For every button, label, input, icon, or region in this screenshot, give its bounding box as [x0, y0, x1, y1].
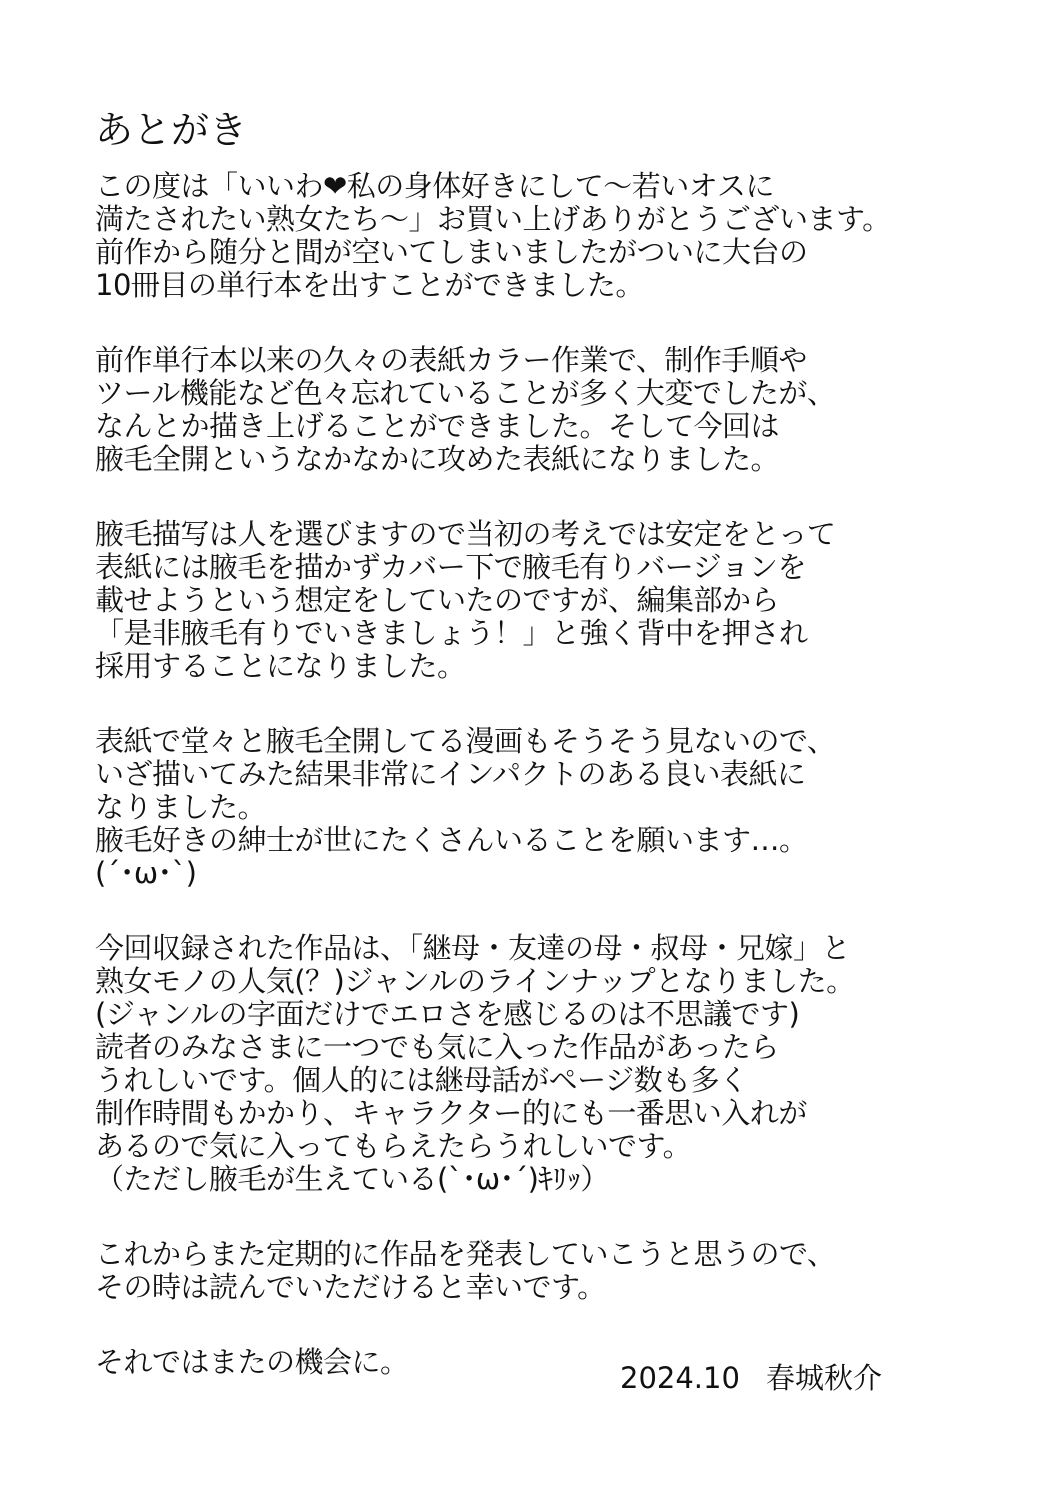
- text-line: 今回収録された作品は、「継母・友達の母・叔母・兄嫁」と: [95, 931, 851, 965]
- text-line: あるので気に入ってもらえたらうれしいです。: [95, 1129, 692, 1163]
- paragraph-5: [95, 932, 1035, 1196]
- text-line: 熟女モノの人気(？)ジャンルのラインナップとなりました。: [95, 964, 855, 998]
- text-line: 10冊目の単行本を出すことができました。: [95, 268, 644, 302]
- text-line: 前作から随分と間が空いてしまいましたがついに大台の: [95, 235, 808, 269]
- text-line: (´･ω･`): [95, 856, 197, 890]
- text-line: 満たされたい熟女たち〜」お買い上げありがとうございます。: [95, 202, 891, 236]
- text-line: 制作時間もかかり、キャラクター的にも一番思い入れが: [95, 1096, 807, 1130]
- paragraph-2: [95, 344, 1035, 476]
- paragraph-7: [95, 1346, 1035, 1379]
- text-line: それではまたの機会に。: [95, 1345, 409, 1379]
- text-line: 採用することになりました。: [95, 649, 466, 683]
- text-line: 表紙で堂々と腋毛全開してる漫画もそうそう見ないので、: [95, 724, 836, 758]
- text-line: その時は読んでいただけると幸いです。: [95, 1270, 606, 1304]
- text-line: 表紙には腋毛を描かずカバー下で腋毛有りバージョンを: [95, 550, 807, 584]
- page-title: あとがき: [95, 108, 248, 152]
- signature-author: 春城秋介: [765, 1361, 882, 1395]
- text-line: 載せようという想定をしていたのですが、編集部から: [95, 583, 780, 617]
- text-line: なりました。: [95, 790, 267, 824]
- text-line: 腋毛好きの紳士が世にたくさんいることを願います…。: [95, 823, 808, 857]
- text-line: 腋毛全開というなかなかに攻めた表紙になりました。: [95, 442, 780, 476]
- text-line: これからまた定期的に作品を発表していこうと思うので、: [95, 1237, 836, 1271]
- text-line: ツール機能など色々忘れていることが多く大変でしたが、: [95, 376, 836, 410]
- paragraph-3: [95, 518, 1035, 683]
- text-line: この度は「いいわ❤私の身体好きにして〜若いオスに: [95, 169, 775, 203]
- text-line: (ジャンルの字面だけでエロさを感じるのは不思議です): [95, 997, 800, 1031]
- text-line: 「是非腋毛有りでいきましょう！」と強く背中を押され: [95, 616, 808, 650]
- signature-date: 2024.10: [620, 1361, 740, 1395]
- text-line: 前作単行本以来の久々の表紙カラー作業で、制作手順や: [95, 343, 807, 377]
- paragraph-1: [95, 170, 1035, 302]
- text-line: うれしいです。個人的には継母話がページ数も多く: [95, 1063, 748, 1097]
- signature: [620, 1362, 882, 1395]
- text-line: （ただし腋毛が生えている(`･ω･´)ｷﾘｯ）: [95, 1162, 609, 1196]
- text-line: 腋毛描写は人を選びますので当初の考えでは安定をとって: [95, 517, 836, 551]
- afterword-body: [95, 170, 1035, 1421]
- text-line: 読者のみなさまに一つでも気に入った作品があったら: [95, 1030, 779, 1064]
- text-line: なんとか描き上げることができました。そして今回は: [95, 409, 780, 443]
- paragraph-4: [95, 725, 1035, 890]
- text-line: いざ描いてみた結果非常にインパクトのある良い表紙に: [95, 757, 806, 791]
- paragraph-6: [95, 1238, 1035, 1304]
